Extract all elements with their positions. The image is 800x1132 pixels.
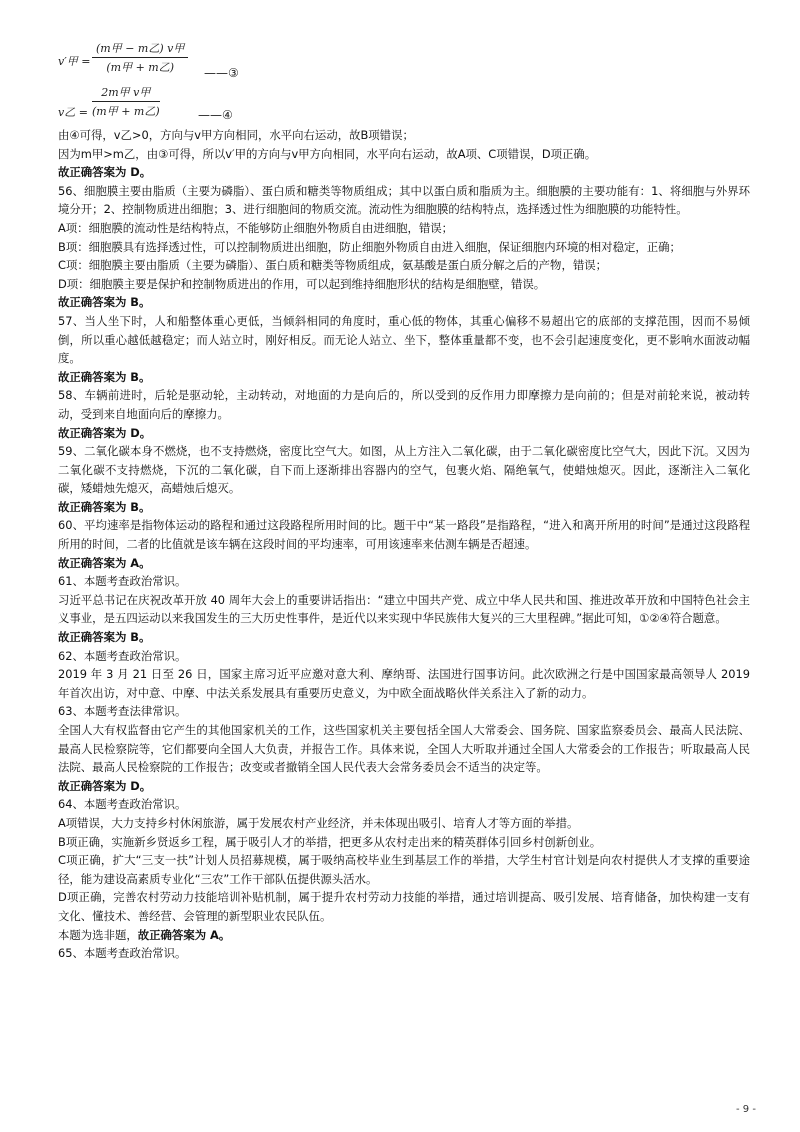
- formula-4: [58, 82, 278, 126]
- formula-4-fraction: [92, 84, 160, 119]
- question-57: 57、当人坐下时，人和船整体重心更低，当倾斜相同的角度时，重心低的物体，其重心偏移不易超出它的底部的支撑范围，因而不易倾倒，所以重心越低越稳定；而人站立时，刚好相反。而无论人站立、坐下，整体重量都不变，也不会引起速度变化，更不影响水面波动幅度。: [58, 313, 750, 366]
- answer-line: 故正确答案为 B。: [58, 295, 151, 310]
- answer-line: 故正确答案为 D。: [58, 165, 152, 180]
- answer-value: 故正确答案为 A。: [137, 927, 231, 942]
- answer-line: 故正确答案为 D。: [58, 778, 152, 793]
- option-d: D项：细胞膜主要是保护和控制物质进出的作用，可以起到维持细胞形状的结构是细胞壁，错误。: [58, 276, 546, 291]
- question-60: 60、平均速率是指物体运动的路程和通过这段路程所用时间的比。题干中“某一路段”是指路程，“进入和离开所用的时间”是通过这段路程所用的时间，二者的比值就是该车辆在这段时间的平均速率，可用该速率来估测车辆是否超速。: [58, 518, 750, 552]
- formula-4-lhs: v乙 =: [58, 106, 88, 119]
- option-c: C项：细胞膜主要由脂质（主要为磷脂）、蛋白质和糖类等物质组成，氨基酸是蛋白质分解之后的产物，错误；: [58, 258, 608, 273]
- question-61-header: 61、本题考查政治常识。: [58, 574, 187, 589]
- formula-3-numerator: (m甲 − m乙) v甲: [92, 40, 188, 58]
- answer-body: [58, 126, 750, 963]
- text-line: 因为m甲>m乙，由③可得，所以v′甲的方向与v甲方向相同，水平向右运动，故A项、C项错误，D项正确。: [58, 146, 597, 161]
- question-56: 56、细胞膜主要由脂质（主要为磷脂）、蛋白质和糖类等物质组成；其中以蛋白质和脂质为主。细胞膜的主要功能有：1、将细胞与外界环境分开；2、控制物质进出细胞；3、进行细胞间的物质交流。流动性为细胞膜的结构特点，选择透过性为细胞膜的功能特性。: [58, 183, 750, 217]
- formula-3-tag: ——③: [204, 66, 239, 80]
- text-line: 由④可得，v乙>0，方向与v甲方向相同，水平向右运动，故B项错误；: [58, 128, 414, 142]
- answer-line: 故正确答案为 B。: [58, 630, 151, 645]
- question-61-body: 习近平总书记在庆祝改革开放 40 周年大会上的重要讲话指出：“建立中国共产党、成立中华人民共和国、推进改革开放和中国特色社会主义事业，是五四运动以来我国发生的三大历史性事件，是近代以来实现中华民族伟大复兴的三大里程碑。”据此可知，①②④符合题意。: [58, 592, 750, 626]
- answer-line: 故正确答案为 B。: [58, 499, 151, 514]
- question-63-header: 63、本题考查法律常识。: [58, 704, 187, 719]
- formula-3: [58, 38, 278, 82]
- question-59: 59、二氧化碳本身不燃烧，也不支持燃烧，密度比空气大。如图，从上方注入二氧化碳，由于二氧化碳密度比空气大，因此下沉。又因为二氧化碳不支持燃烧，下沉的二氧化碳，自下而上逐渐排出容器内的空气，包裹火焰、隔绝氧气，使蜡烛熄灭。因此，逐渐注入二氧化碳，矮蜡烛先熄灭，高蜡烛后熄灭。: [58, 444, 750, 496]
- option-a: A项错误，大力支持乡村休闲旅游，属于发展农村产业经济，并未体现出吸引、培育人才等方面的举措。: [58, 815, 579, 830]
- option-b: B项正确，实施新乡贤返乡工程，属于吸引人才的举措，把更多从农村走出来的精英群体引回乡村创新创业。: [58, 834, 602, 849]
- formula-4-tag: ——④: [198, 108, 233, 122]
- option-d: D项正确，完善农村劳动力技能培训补贴机制，属于提升农村劳动力技能的举措，通过培训提高、吸引发展、培育储备，加快构建一支有文化、懂技术、善经营、会管理的新型职业农民队伍。: [58, 890, 750, 923]
- question-62-header: 62、本题考查政治常识。: [58, 648, 187, 663]
- question-65-header: 65、本题考查政治常识。: [58, 946, 187, 961]
- formula-3-fraction: [92, 40, 188, 75]
- formula-3-lhs: v′甲 =: [58, 55, 91, 68]
- option-b: B项：细胞膜具有选择透过性，可以控制物质进出细胞，防止细胞外物质自由进入细胞，保证细胞内环境的相对稳定，正确；: [58, 239, 681, 254]
- question-64-header: 64、本题考查政治常识。: [58, 797, 187, 812]
- answer-line: 故正确答案为 A。: [58, 555, 151, 570]
- formula-3-denominator: (m甲 + m乙): [106, 61, 175, 74]
- option-a: A项：细胞膜的流动性是结构特点，不能够防止细胞外物质自由进细胞，错误；: [58, 220, 454, 235]
- answer-line: 故正确答案为 D。: [58, 425, 152, 440]
- answer-line: 故正确答案为 B。: [58, 369, 151, 384]
- formula-4-denominator: (m甲 + m乙): [92, 105, 160, 118]
- question-62-body: 2019 年 3 月 21 日至 26 日，国家主席习近平应邀对意大利、摩纳哥、法国进行国事访问。此次欧洲之行是中国国家最高领导人 2019 年首次出访，对中意、中摩、中法关系发展具有重要历史意义，为中欧全面战略伙伴关系注入了新的动力。: [58, 667, 750, 700]
- question-63-body: 全国人大有权监督由它产生的其他国家机关的工作，这些国家机关主要包括全国人大常委会、国务院、国家监察委员会、最高人民法院、最高人民检察院等，它们都要向全国人大负责，并报告工作。具体来说，全国人大听取并通过全国人大常委会的工作报告；听取最高人民法院、最高人民检察院的工作报告；改变或者撤销全国人民代表大会常务委员会不适当的决定等。: [58, 723, 750, 775]
- answer-line-64: [58, 926, 750, 945]
- question-58: 58、车辆前进时，后轮是驱动轮，主动转动，对地面的力是向后的，所以受到的反作用力即摩擦力是向前的；但是对前轮来说，被动转动，受到来自地面向后的摩擦力。: [58, 388, 750, 421]
- answer-prefix: 本题为选非题，: [58, 927, 138, 942]
- formula-4-numerator: 2m甲 v甲: [92, 84, 160, 102]
- page-number: - 9 -: [736, 1104, 756, 1115]
- option-c: C项正确，扩大“三支一扶”计划人员招募规模，属于吸纳高校毕业生到基层工作的举措，大学生村官计划是向农村提供人才支撑的重要途径，能为建设高素质专业化“三农”工作干部队伍提供源头活水。: [58, 853, 750, 886]
